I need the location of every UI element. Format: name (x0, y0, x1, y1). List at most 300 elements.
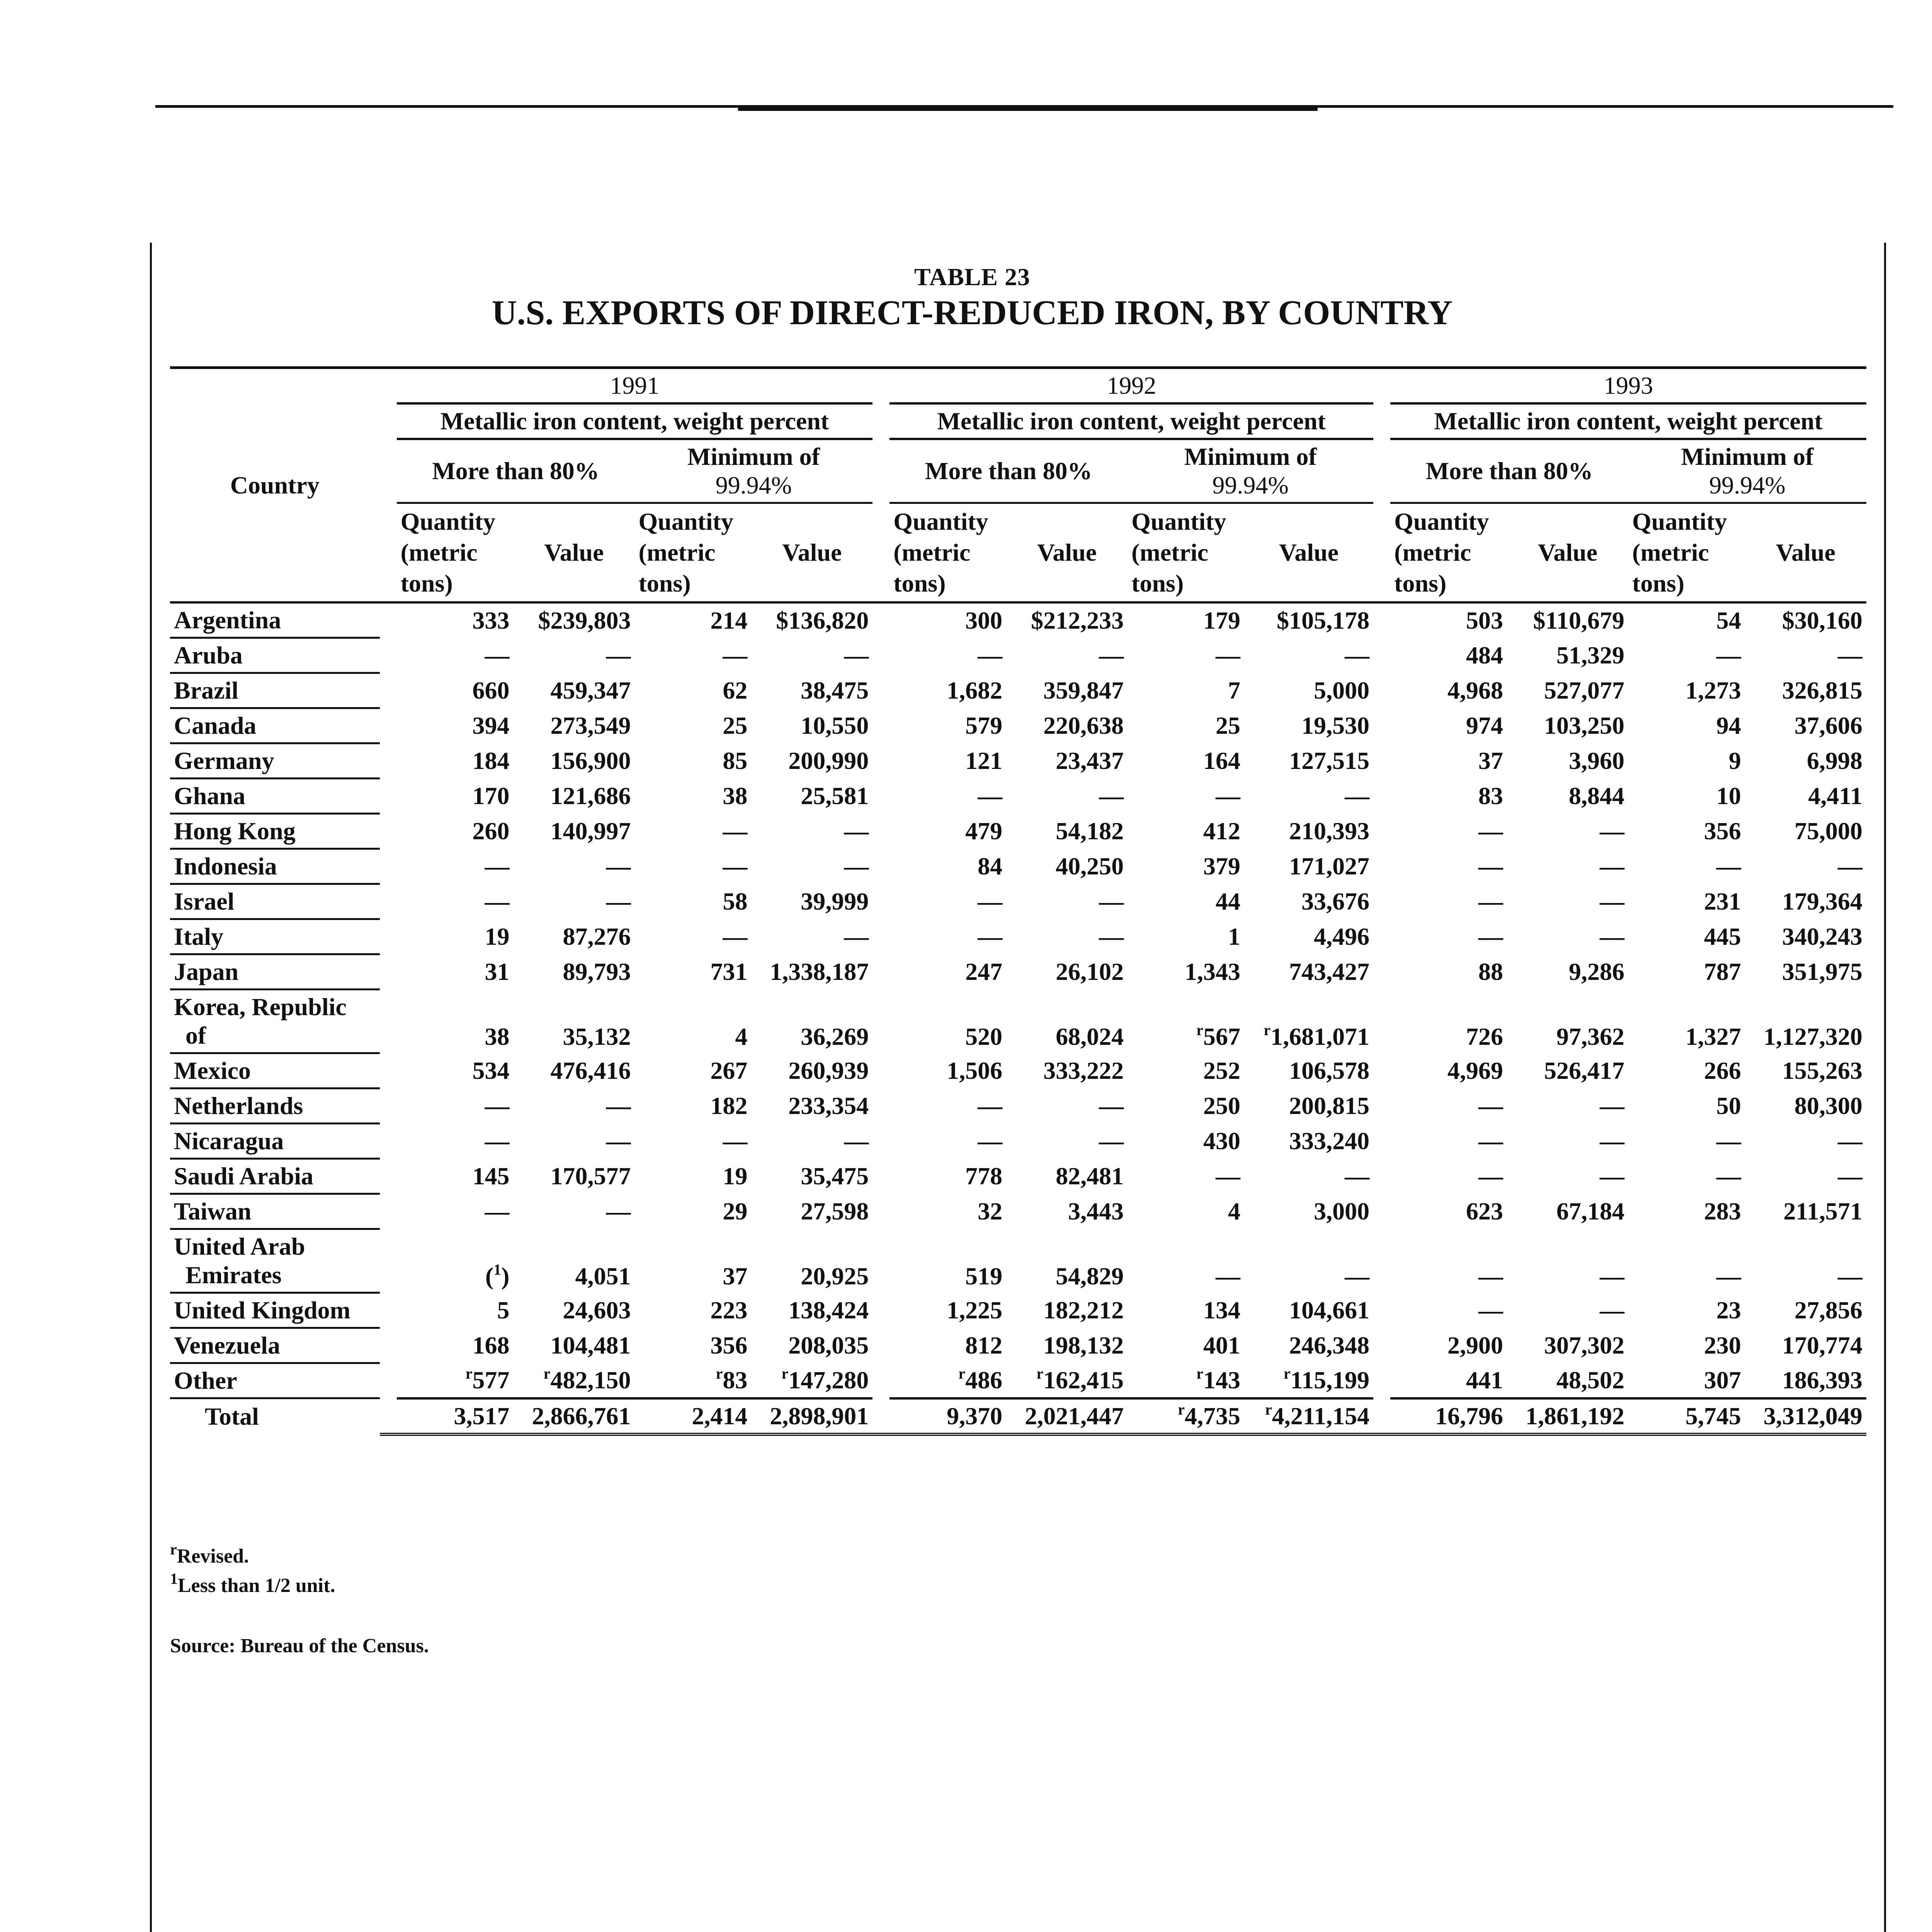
table-cell: 1 (1228, 923, 1240, 950)
table-cell: 38 (485, 1022, 510, 1050)
country-cell (170, 779, 380, 814)
content-header-1992: Metallic iron content, weight percent (889, 403, 1373, 439)
table-cell: — (1478, 1262, 1503, 1290)
table-cell: 260,939 (788, 1057, 869, 1084)
table-cell: 170,577 (550, 1162, 631, 1190)
table-cell: 340,243 (1782, 923, 1862, 950)
table-cell: — (1345, 782, 1370, 810)
table-cell: 252 (1203, 1057, 1240, 1084)
table-cell: 145 (472, 1162, 510, 1190)
country-cell (170, 919, 380, 954)
table-cell: 743,427 (1289, 958, 1370, 985)
table-cell: 812 (965, 1332, 1003, 1359)
table-cell: — (1716, 1162, 1741, 1190)
value-column-header: Value (1776, 539, 1835, 566)
table-cell: — (978, 923, 1003, 950)
table-cell: — (1716, 641, 1741, 669)
value-column-header: Value (1037, 539, 1097, 566)
table-cell: — (606, 1197, 631, 1225)
quantity-header-line: (metric (400, 539, 478, 566)
table-cell: $^r$1,681,071 (1264, 1021, 1370, 1050)
table-cell: 3,443 (1068, 1197, 1124, 1225)
table-cell: 36,269 (801, 1022, 869, 1050)
revised-marker: r (1036, 1364, 1044, 1382)
table-cell: ($^1$) (485, 1260, 510, 1290)
country-cell (170, 638, 380, 673)
minimum-percent: 99.94% (1212, 471, 1289, 499)
country-cell (170, 814, 380, 849)
table-cell: 200,990 (788, 747, 869, 774)
table-cell: 273,549 (550, 712, 631, 739)
country-name: Brazil (174, 677, 239, 704)
quantity-header-line: tons) (400, 570, 453, 597)
table-cell: 4,496 (1314, 923, 1370, 950)
table-cell: — (1099, 641, 1124, 669)
table-cell: — (1478, 852, 1503, 880)
table-cell: 2,900 (1447, 1332, 1503, 1359)
table-cell: 179,364 (1782, 888, 1862, 915)
table-cell: — (1345, 1162, 1370, 1190)
table-cell: 4 (735, 1022, 748, 1050)
table-cell: 3,960 (1569, 747, 1625, 774)
table-cell: $30,160 (1745, 602, 1866, 638)
year-header-1991: 1991 (397, 368, 873, 404)
table-cell: 476,416 (550, 1057, 631, 1084)
exports-table (170, 366, 1866, 1436)
country-name: United Kingdom (174, 1296, 350, 1324)
table-cell: 4,411 (1808, 782, 1862, 810)
table-cell: 19 (485, 923, 510, 950)
country-column-header: Country (170, 368, 380, 603)
table-cell: 974 (1466, 712, 1503, 739)
table-cell: 37 (723, 1262, 748, 1290)
table-cell: 54 (1628, 602, 1745, 638)
table-cell: 519 (965, 1262, 1003, 1290)
table-cell: 19,530 (1301, 712, 1370, 739)
table-cell: 25 (1216, 712, 1240, 739)
quantity-header-line: (metric (638, 539, 716, 566)
table-cell: 660 (472, 677, 510, 704)
table-cell: 1,506 (947, 1057, 1003, 1084)
table-cell: 164 (1203, 747, 1240, 774)
table-cell: 54,829 (1056, 1262, 1124, 1290)
country-name: Indonesia (174, 852, 277, 880)
table-cell: 247 (965, 958, 1003, 985)
table-cell: $^r$567 (1196, 1021, 1240, 1050)
revised-marker: r (1178, 1400, 1185, 1418)
table-cell: — (723, 1127, 748, 1155)
table-cell: 307,302 (1544, 1332, 1625, 1359)
table-cell: 106,578 (1289, 1057, 1370, 1084)
table-cell: 7 (1228, 677, 1240, 704)
table-title: U.S. EXPORTS OF DIRECT-REDUCED IRON, BY COUNTRY (492, 294, 1453, 332)
left-margin-rule (150, 243, 152, 1932)
table-cell: — (1600, 1127, 1625, 1155)
table-cell: 97,362 (1556, 1022, 1625, 1050)
table-header (170, 368, 1866, 603)
table-cell: — (1838, 1127, 1862, 1155)
table-cell: — (1216, 782, 1240, 810)
table-cell: 140,997 (550, 817, 631, 845)
revised-text: Revised. (177, 1545, 249, 1567)
table-cell: 198,132 (1043, 1332, 1124, 1359)
top-rule-accent (738, 107, 1318, 111)
table-cell: $^r$143 (1196, 1364, 1240, 1394)
revised-marker: r (1196, 1364, 1203, 1382)
table-cell: 127,515 (1289, 747, 1370, 774)
table-cell: 62 (723, 677, 748, 704)
minimum-label: Minimum of (687, 443, 820, 470)
total-cell: 3,312,049 (1745, 1398, 1866, 1434)
table-cell: 260 (472, 817, 510, 845)
table-cell: 1,343 (1185, 958, 1240, 985)
country-name: Other (174, 1367, 237, 1394)
country-name-continued: of (185, 1022, 206, 1049)
table-row (170, 779, 1866, 814)
table-cell: 579 (965, 712, 1003, 739)
table-cell: 459,347 (550, 677, 631, 704)
country-cell (170, 743, 380, 779)
quantity-header-line: (metric (1632, 539, 1709, 566)
table-cell: — (606, 852, 631, 880)
country-name: Japan (174, 958, 239, 985)
table-cell: — (1099, 888, 1124, 915)
table-row (170, 1293, 1866, 1328)
table-cell: $212,233 (1006, 602, 1128, 638)
table-cell: — (1838, 641, 1862, 669)
content-header-1991: Metallic iron content, weight percent (397, 403, 873, 439)
table-cell: 29 (723, 1197, 748, 1225)
quantity-header-line: Quantity (1394, 508, 1489, 535)
country-name: Canada (174, 712, 257, 739)
table-cell: — (1600, 852, 1625, 880)
table-cell: $^r$147,280 (781, 1364, 869, 1394)
table-cell: 6,998 (1807, 747, 1862, 774)
header-year-row (170, 368, 1866, 404)
table-cell: — (844, 852, 869, 880)
table-cell: 38,475 (801, 677, 869, 704)
table-row (170, 1124, 1866, 1159)
table-cell: 356 (710, 1332, 748, 1359)
table-cell: 186,393 (1782, 1366, 1862, 1394)
table-cell: 27,856 (1794, 1296, 1862, 1324)
table-cell: — (1600, 1092, 1625, 1119)
table-cell: 4,051 (575, 1262, 631, 1290)
table-cell: — (606, 1092, 631, 1119)
quantity-column-header (889, 503, 1006, 603)
table-cell: 726 (1466, 1022, 1503, 1050)
country-name: Aruba (174, 641, 243, 669)
table-cell: 208,035 (788, 1332, 869, 1359)
minimum-label: Minimum of (1681, 443, 1814, 470)
table-cell: 19 (723, 1162, 748, 1190)
right-margin-rule (1884, 243, 1886, 1932)
country-name-continued: Emirates (185, 1261, 282, 1289)
table-cell: $239,803 (513, 602, 634, 638)
country-cell (170, 1053, 380, 1088)
table-cell: — (1216, 1162, 1240, 1190)
table-cell: 67,184 (1556, 1197, 1625, 1225)
total-cell: 2,866,761 (513, 1398, 634, 1434)
total-cell: 5,745 (1628, 1398, 1745, 1434)
table-cell: 430 (1203, 1127, 1240, 1155)
revised-marker: r (465, 1364, 473, 1382)
table-cell: 82,481 (1056, 1162, 1124, 1190)
table-cell: 333 (397, 602, 514, 638)
minimum-percent: 99.94% (715, 471, 792, 499)
quantity-header-line: tons) (638, 570, 691, 597)
table-row (170, 1194, 1866, 1229)
quantity-header-line: tons) (1632, 570, 1685, 597)
table-cell: 479 (965, 817, 1003, 845)
table-cell: 85 (723, 747, 748, 774)
table-cell: — (1216, 1262, 1240, 1290)
table-cell: 39,999 (801, 888, 869, 915)
country-name: Nicaragua (174, 1127, 284, 1155)
table-row (170, 1088, 1866, 1124)
table-cell: 445 (1704, 923, 1741, 950)
table-row (170, 849, 1866, 884)
total-cell: 9,370 (889, 1398, 1006, 1434)
table-cell: 44 (1216, 888, 1240, 915)
table-cell: — (844, 1127, 869, 1155)
table-cell: 731 (710, 958, 748, 985)
country-name: Hong Kong (174, 817, 296, 845)
header-purity-row (170, 439, 1866, 503)
table-cell: — (606, 1127, 631, 1155)
table-cell: — (1838, 1262, 1862, 1290)
table-cell: 10 (1716, 782, 1741, 810)
table-cell: 534 (472, 1057, 510, 1084)
table-row (170, 814, 1866, 849)
quantity-header-line: Quantity (1632, 508, 1727, 535)
table-cell: — (844, 641, 869, 669)
total-cell: 2,414 (634, 1398, 751, 1434)
country-cell (170, 1229, 380, 1293)
table-cell: 233,354 (788, 1092, 869, 1119)
table-row (170, 602, 1866, 638)
table-cell: — (1838, 852, 1862, 880)
table-cell: — (1478, 1296, 1503, 1324)
table-cell: — (978, 641, 1003, 669)
table-cell: 5 (497, 1296, 510, 1324)
table-cell: 104,481 (550, 1332, 631, 1359)
table-cell: 80,300 (1794, 1092, 1862, 1119)
table-cell: 283 (1704, 1197, 1741, 1225)
value-column-header: Value (1279, 539, 1339, 566)
minimum-header-1992 (1128, 439, 1373, 503)
table-cell: 168 (472, 1332, 510, 1359)
minimum-header-1993 (1628, 439, 1866, 503)
total-cell: 2,021,447 (1006, 1398, 1128, 1434)
table-cell: — (723, 852, 748, 880)
table-cell: 1,327 (1685, 1022, 1741, 1050)
table-cell: 48,502 (1556, 1366, 1625, 1394)
country-cell (170, 849, 380, 884)
table-cell: 170,774 (1782, 1332, 1862, 1359)
country-cell (170, 673, 380, 708)
table-row (170, 673, 1866, 708)
quantity-header-line: tons) (893, 570, 946, 597)
table-cell: 104,661 (1289, 1296, 1370, 1324)
table-cell: 214 (634, 602, 751, 638)
table-cell: $^r$486 (958, 1364, 1003, 1394)
table-cell: $^r$83 (716, 1364, 748, 1394)
table-cell: — (978, 888, 1003, 915)
table-cell: — (1600, 1296, 1625, 1324)
table-cell: 87,276 (563, 923, 631, 950)
table-cell: 300 (889, 602, 1006, 638)
country-name: Israel (174, 888, 235, 915)
country-cell (170, 1124, 380, 1159)
table-cell: — (723, 641, 748, 669)
table-cell: — (606, 888, 631, 915)
country-name: Ghana (174, 782, 245, 810)
table-cell: — (1345, 641, 1370, 669)
table-cell: — (844, 923, 869, 950)
table-row (170, 990, 1866, 1053)
table-label: TABLE 23 (914, 263, 1031, 291)
table-cell: 359,847 (1043, 677, 1124, 704)
table-cell: 51,329 (1556, 641, 1625, 669)
country-name: Venezuela (174, 1332, 280, 1359)
table-cell: 171,027 (1289, 852, 1370, 880)
table-cell: — (1478, 923, 1503, 950)
table-cell: 394 (472, 712, 510, 739)
table-cell: 412 (1203, 817, 1240, 845)
table-cell: 326,815 (1782, 677, 1862, 704)
table-cell: 5,000 (1314, 677, 1370, 704)
table-cell: — (485, 1127, 510, 1155)
total-cell: 2,898,901 (751, 1398, 872, 1434)
country-cell (170, 1363, 380, 1398)
country-cell (170, 954, 380, 990)
table-cell: — (1716, 852, 1741, 880)
quantity-column-header (634, 503, 751, 603)
table-cell: 40,250 (1056, 852, 1124, 880)
table-cell: 20,925 (801, 1262, 869, 1290)
table-cell: 307 (1704, 1366, 1741, 1394)
footnote-marker: 1 (493, 1260, 502, 1278)
footnote-1-text: Less than 1/2 unit. (178, 1575, 335, 1597)
total-label: Total (205, 1403, 259, 1430)
table-row (170, 884, 1866, 919)
table-cell: — (1716, 1127, 1741, 1155)
country-name: Korea, Republic (174, 993, 347, 1020)
table-cell: 351,975 (1782, 958, 1862, 985)
revised-marker: r (1283, 1364, 1291, 1382)
quantity-header-line: Quantity (638, 508, 733, 535)
table-cell: — (1600, 817, 1625, 845)
table-cell: 54,182 (1056, 817, 1124, 845)
table-cell: 333,222 (1043, 1057, 1124, 1084)
quantity-header-line: (metric (1131, 539, 1209, 566)
table-cell: 103,250 (1544, 712, 1625, 739)
table-cell: 230 (1704, 1332, 1741, 1359)
country-name: Saudi Arabia (174, 1162, 314, 1190)
table-row (170, 919, 1866, 954)
quantity-header-line: tons) (1394, 570, 1447, 597)
table-cell: 4 (1228, 1197, 1240, 1225)
table-cell: 356 (1704, 817, 1741, 845)
total-cell: 3,517 (397, 1398, 514, 1434)
table-cell: 441 (1466, 1366, 1503, 1394)
revised-marker: r (1196, 1021, 1203, 1039)
country-cell (170, 602, 380, 638)
country-cell (170, 884, 380, 919)
value-column-header: Value (782, 539, 842, 566)
table-cell: — (1716, 1262, 1741, 1290)
total-cell: $^r$4,211,154 (1244, 1398, 1373, 1434)
table-row (170, 954, 1866, 990)
minimum-percent: 99.94% (1709, 471, 1786, 499)
table-cell: — (1600, 923, 1625, 950)
quantity-header-line: (metric (1394, 539, 1471, 566)
table-cell: — (1478, 817, 1503, 845)
table-cell: 9 (1728, 747, 1741, 774)
table-cell: — (978, 782, 1003, 810)
table-cell: 379 (1203, 852, 1240, 880)
country-cell (170, 990, 380, 1053)
quantity-column-header (397, 503, 514, 603)
quantity-column-header (1390, 503, 1507, 603)
table-cell: 787 (1704, 958, 1741, 985)
table-cell: — (1600, 1262, 1625, 1290)
table-cell: 1,127,320 (1764, 1022, 1862, 1050)
table-cell: $105,178 (1244, 602, 1373, 638)
revised-marker: r (1265, 1400, 1272, 1418)
table-cell: 220,638 (1043, 712, 1124, 739)
table-cell: 223 (710, 1296, 748, 1324)
table-cell: 35,475 (801, 1162, 869, 1190)
table-row (170, 1363, 1866, 1398)
table-cell: — (1600, 1162, 1625, 1190)
table-cell: 182 (710, 1092, 748, 1119)
table-cell: 3,000 (1314, 1197, 1370, 1225)
country-cell (170, 708, 380, 743)
table-cell: 179 (1128, 602, 1244, 638)
table-cell: 88 (1478, 958, 1503, 985)
country-cell (170, 1328, 380, 1363)
table-cell: — (485, 1092, 510, 1119)
table-cell: 155,263 (1782, 1057, 1862, 1084)
table-cell: 231 (1704, 888, 1741, 915)
table-cell: 246,348 (1289, 1332, 1370, 1359)
table-cell: 1,682 (947, 677, 1003, 704)
quantity-column-header (1128, 503, 1244, 603)
table-cell: 84 (978, 852, 1003, 880)
table-cell: 4,968 (1447, 677, 1503, 704)
table-row (170, 743, 1866, 779)
table-cell: 26,102 (1056, 958, 1124, 985)
table-cell: 35,132 (563, 1022, 631, 1050)
table-cell: — (1216, 641, 1240, 669)
country-name: Italy (174, 923, 223, 950)
table-cell: 623 (1466, 1197, 1503, 1225)
table-cell: 211,571 (1783, 1197, 1862, 1225)
table-cell: 4,969 (1447, 1057, 1503, 1084)
quantity-header-line: tons) (1131, 570, 1184, 597)
value-column-header: Value (544, 539, 604, 566)
table-cell: — (1478, 1092, 1503, 1119)
table-cell: 266 (1704, 1057, 1741, 1084)
table-cell: $^r$162,415 (1036, 1364, 1124, 1394)
table-cell: 25 (723, 712, 748, 739)
table-row (170, 1229, 1866, 1293)
table-row (170, 1328, 1866, 1363)
table-cell: 156,900 (550, 747, 631, 774)
value-column-header: Value (1537, 539, 1598, 566)
